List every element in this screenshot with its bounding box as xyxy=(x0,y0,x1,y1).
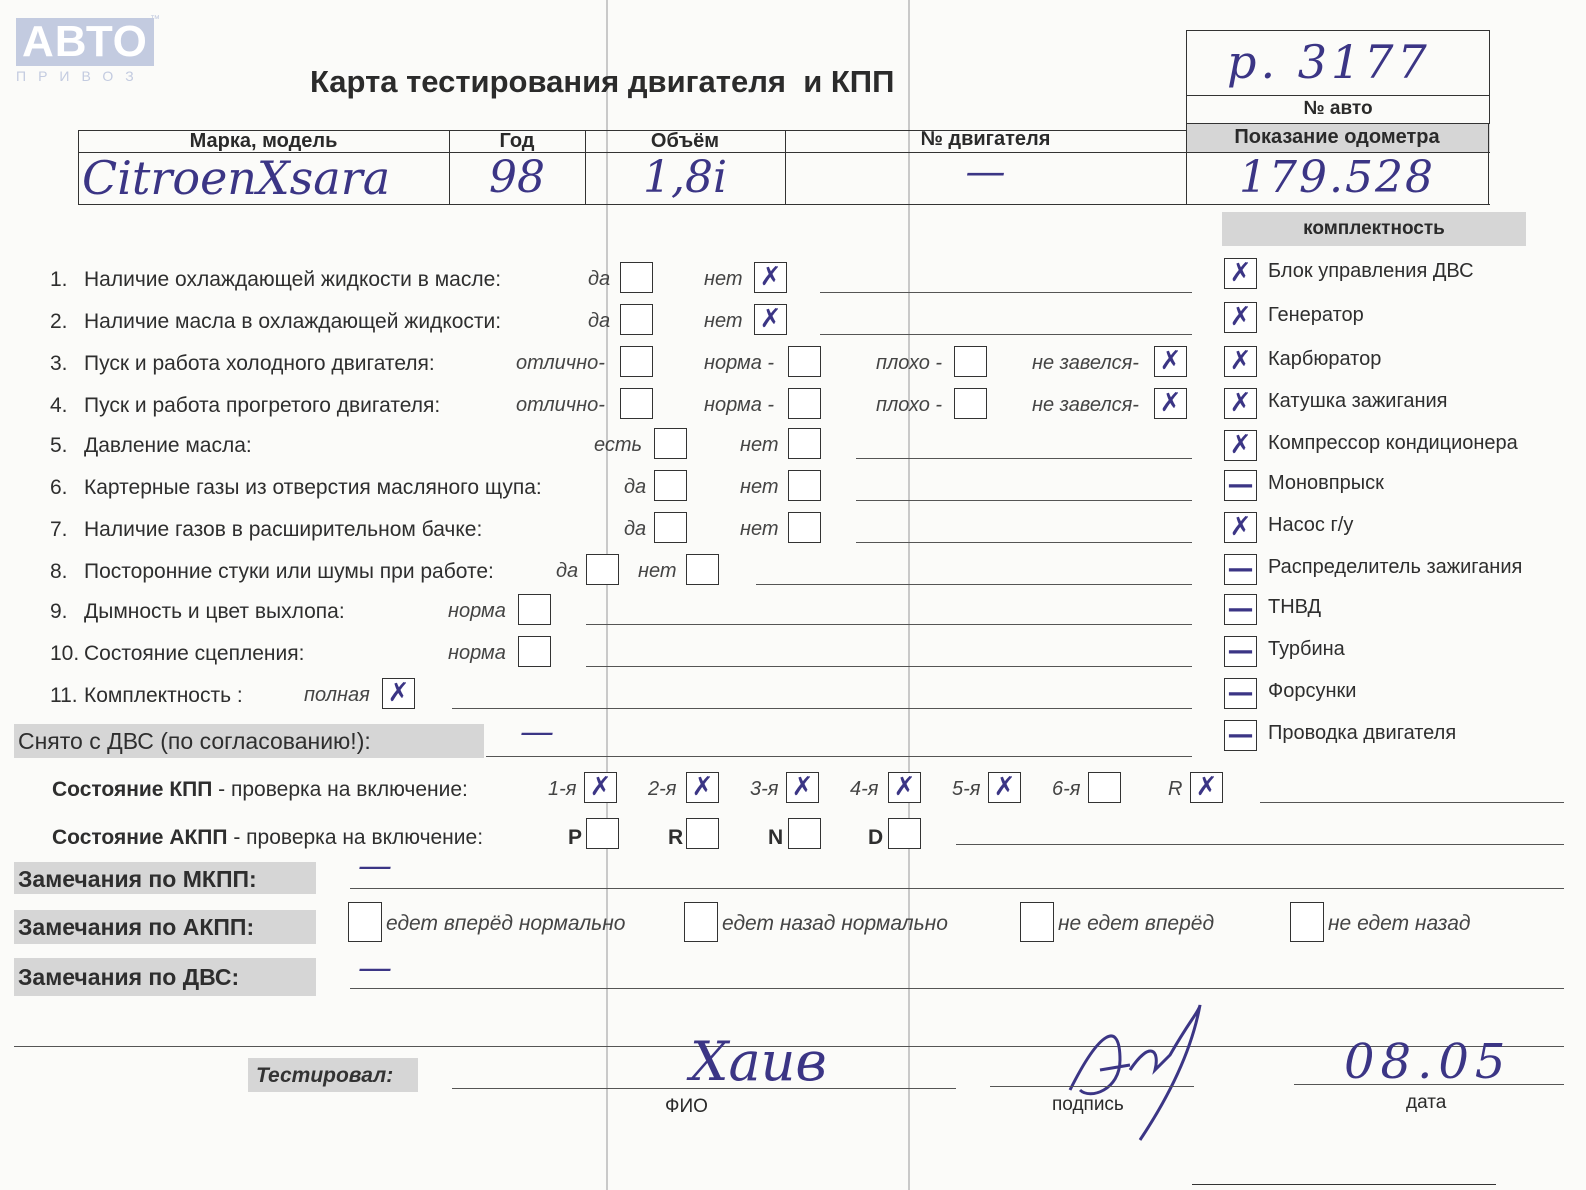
kpp-gear-label: 1-я xyxy=(548,778,577,800)
option-checkbox[interactable] xyxy=(654,428,687,459)
kpp-label-bold: Состояние КПП xyxy=(52,778,213,801)
checkbox-mark: ✗ xyxy=(387,678,410,708)
remarks-akpp-label: Замечания по АКПП: xyxy=(18,914,255,940)
remarks-dvs-value: — xyxy=(358,948,392,988)
checkbox-mark: ✗ xyxy=(993,772,1016,802)
kpp-gear-label: 4-я xyxy=(850,778,879,800)
option-label: полная xyxy=(304,684,370,706)
option-label: плохо - xyxy=(876,394,943,416)
tested-name: Хаив xyxy=(690,1030,827,1093)
completeness-item-label: Катушка зажигания xyxy=(1268,390,1448,412)
kpp-gear-label: 3-я xyxy=(750,778,779,800)
option-label: нет xyxy=(704,268,743,290)
akpp-remark-option: не едет назад xyxy=(1328,912,1471,935)
signature-drawing xyxy=(1060,1000,1220,1150)
question-text: Дымность и цвет выхлопа: xyxy=(84,600,345,623)
kpp-gear-label: R xyxy=(1168,778,1183,800)
checkbox-mark: ✗ xyxy=(1229,258,1252,288)
akpp-remark-option: едет вперёд нормально xyxy=(386,912,626,935)
option-checkbox[interactable] xyxy=(788,470,821,501)
value-odometer: 179.528 xyxy=(1239,152,1435,203)
question-number: 3. xyxy=(50,352,68,375)
question-number: 5. xyxy=(50,434,68,457)
completeness-item-label: Распределитель зажигания xyxy=(1268,556,1523,578)
signature-caption: подпись xyxy=(1052,1094,1124,1115)
completeness-item-label: Компрессор кондиционера xyxy=(1268,432,1518,454)
checkbox-mark: ✗ xyxy=(791,772,814,802)
kpp-label xyxy=(52,778,468,802)
underline xyxy=(820,292,1192,293)
completeness-item-label: Форсунки xyxy=(1268,680,1357,702)
question-number: 6. xyxy=(50,476,68,499)
option-checkbox[interactable] xyxy=(954,388,987,419)
header-year: Год xyxy=(499,130,535,152)
completeness-title: комплектность xyxy=(1303,218,1445,239)
option-checkbox[interactable] xyxy=(788,388,821,419)
checkbox-mark: ✗ xyxy=(1229,346,1252,376)
completeness-item-label: Проводка двигателя xyxy=(1268,722,1457,744)
option-checkbox[interactable] xyxy=(620,388,653,419)
checkbox-mark: ✗ xyxy=(1195,772,1218,802)
checkbox-mark: ✗ xyxy=(691,772,714,802)
underline xyxy=(856,500,1192,501)
underline xyxy=(756,584,1192,585)
akpp-gear-checkbox[interactable] xyxy=(888,818,921,849)
question-text: Давление масла: xyxy=(84,434,252,457)
checkbox-mark: ✗ xyxy=(759,304,782,334)
option-checkbox[interactable] xyxy=(518,594,551,625)
akpp-gear-checkbox[interactable] xyxy=(586,818,619,849)
removed-label: Снято с ДВС (по согласованию!): xyxy=(18,728,371,754)
underline xyxy=(856,542,1192,543)
checkbox-mark: — xyxy=(1227,678,1254,708)
header-engine-number: № двигателя xyxy=(920,128,1051,150)
question-text: Картерные газы из отверстия масляного щупа: xyxy=(84,476,542,499)
option-checkbox[interactable] xyxy=(586,554,619,585)
option-checkbox[interactable] xyxy=(788,346,821,377)
option-label: нет xyxy=(740,476,779,498)
question-number: 10. xyxy=(50,642,80,665)
checkbox-mark: — xyxy=(1227,594,1254,624)
option-label: плохо - xyxy=(876,352,943,374)
checkbox-mark: ✗ xyxy=(1229,302,1252,332)
remarks-mkpp-label: Замечания по МКПП: xyxy=(18,866,257,892)
checkbox-mark: ✗ xyxy=(1229,388,1252,418)
question-number: 11. xyxy=(50,684,78,707)
value-year: 98 xyxy=(489,152,545,203)
question-text: Наличие охлаждающей жидкости в масле: xyxy=(84,268,502,291)
question-text: Пуск и работа прогретого двигателя: xyxy=(84,394,441,417)
checkbox-mark: ✗ xyxy=(1159,388,1182,418)
underline xyxy=(856,458,1192,459)
underline xyxy=(586,666,1192,667)
option-checkbox[interactable] xyxy=(620,262,653,293)
akpp-gear-checkbox[interactable] xyxy=(788,818,821,849)
option-label: да xyxy=(588,310,611,332)
akpp-label-bold: Состояние АКПП xyxy=(52,826,228,849)
option-label: норма - xyxy=(704,352,775,374)
removed-value: — xyxy=(520,712,554,752)
logo-tm: ™ xyxy=(150,14,160,25)
question-text: Состояние сцепления: xyxy=(84,642,305,665)
underline xyxy=(586,624,1192,625)
akpp-gear-checkbox[interactable] xyxy=(686,818,719,849)
checkbox-mark: — xyxy=(1227,470,1254,500)
checkbox-mark: ✗ xyxy=(1159,346,1182,376)
checkbox-mark: ✗ xyxy=(1229,512,1252,542)
remarks-mkpp-value: — xyxy=(358,846,392,886)
logo xyxy=(16,18,154,84)
value-volume: 1,8i xyxy=(642,152,728,203)
tested-date: 08.05 xyxy=(1344,1034,1512,1090)
question-text: Наличие газов в расширительном бачке: xyxy=(84,518,483,541)
checkbox-mark: ✗ xyxy=(759,262,782,292)
vehicle-table xyxy=(78,124,1490,206)
akpp-gear-label: N xyxy=(768,826,784,849)
checkbox-mark: ✗ xyxy=(589,772,612,802)
option-label: отлично- xyxy=(516,394,605,416)
underline xyxy=(452,708,1192,709)
kpp-gear-checkbox[interactable] xyxy=(1088,772,1121,803)
value-brand: CitroenXsara xyxy=(82,151,391,205)
option-label: нет xyxy=(638,560,677,582)
value-engine-number: — xyxy=(965,149,1006,195)
kpp-gear-label: 6-я xyxy=(1052,778,1081,800)
option-label: норма - xyxy=(704,394,775,416)
auto-number-value: р. 3177 xyxy=(1227,35,1431,89)
option-checkbox[interactable] xyxy=(620,304,653,335)
question-number: 9. xyxy=(50,600,68,623)
option-checkbox[interactable] xyxy=(788,428,821,459)
kpp-gear-label: 2-я xyxy=(648,778,677,800)
completeness-item-label: ТНВД xyxy=(1268,596,1322,618)
question-text: Наличие масла в охлаждающей жидкости: xyxy=(84,310,502,333)
question-number: 2. xyxy=(50,310,68,333)
option-label: нет xyxy=(740,434,779,456)
completeness-item-label: Насос г/у xyxy=(1268,514,1354,536)
date-caption: дата xyxy=(1406,1092,1447,1113)
option-checkbox[interactable] xyxy=(620,346,653,377)
option-label: да xyxy=(588,268,611,290)
kpp-label-rest: - проверка на включение: xyxy=(212,778,468,801)
option-checkbox[interactable] xyxy=(654,470,687,501)
auto-number-box xyxy=(1186,30,1490,124)
akpp-remark-checkbox[interactable] xyxy=(348,902,382,942)
question-text: Посторонние стуки или шумы при работе: xyxy=(84,560,494,583)
akpp-gear-label: P xyxy=(568,826,583,849)
akpp-label xyxy=(52,826,483,850)
option-checkbox[interactable] xyxy=(954,346,987,377)
tested-label: Тестировал: xyxy=(256,1064,394,1087)
option-checkbox[interactable] xyxy=(518,636,551,667)
option-label: не завелся- xyxy=(1032,352,1139,374)
completeness-item-label: Блок управления ДВС xyxy=(1268,260,1474,282)
question-number: 4. xyxy=(50,394,68,417)
option-label: норма xyxy=(448,642,506,664)
remarks-dvs-label: Замечания по ДВС: xyxy=(18,964,240,990)
option-checkbox[interactable] xyxy=(686,554,719,585)
akpp-remark-checkbox[interactable] xyxy=(684,902,718,942)
option-label: нет xyxy=(740,518,779,540)
completeness-item-label: Карбюратор xyxy=(1268,348,1382,370)
logo-sub: ПРИВОЗ xyxy=(16,68,146,84)
checkbox-mark: — xyxy=(1227,554,1254,584)
option-label: есть xyxy=(594,434,643,456)
option-checkbox[interactable] xyxy=(788,512,821,543)
question-number: 1. xyxy=(50,268,68,291)
akpp-gear-label: D xyxy=(868,826,884,849)
completeness-item-label: Турбина xyxy=(1268,638,1345,660)
option-checkbox[interactable] xyxy=(654,512,687,543)
option-label: да xyxy=(624,476,647,498)
akpp-remark-option: едет назад нормально xyxy=(722,912,948,935)
completeness-item-label: Генератор xyxy=(1268,304,1364,326)
checkbox-mark: ✗ xyxy=(893,772,916,802)
header-volume: Объём xyxy=(650,130,720,152)
underline xyxy=(820,334,1192,335)
header-brand: Марка, модель xyxy=(189,130,338,152)
akpp-remark-checkbox[interactable] xyxy=(1020,902,1054,942)
akpp-remark-option: не едет вперёд xyxy=(1058,912,1215,935)
question-number: 8. xyxy=(50,560,68,583)
tested-name-caption: ФИО xyxy=(665,1096,708,1117)
question-number: 7. xyxy=(50,518,68,541)
checkbox-mark: — xyxy=(1227,636,1254,666)
option-label: отлично- xyxy=(516,352,605,374)
question-text: Комплектность : xyxy=(84,684,243,707)
logo-main: АВТО xyxy=(16,18,154,66)
page-title: Карта тестирования двигателя и КПП xyxy=(310,64,895,99)
option-label: норма xyxy=(448,600,506,622)
akpp-label-rest: - проверка на включение: xyxy=(227,826,484,849)
question-text: Пуск и работа холодного двигателя: xyxy=(84,352,435,375)
checkbox-mark: — xyxy=(1227,720,1254,750)
option-label: нет xyxy=(704,310,743,332)
completeness-item-label: Моновпрыск xyxy=(1268,472,1384,494)
option-label: да xyxy=(556,560,579,582)
akpp-gear-label: R xyxy=(668,826,684,849)
auto-number-label: № авто xyxy=(1303,98,1373,119)
checkbox-mark: ✗ xyxy=(1229,430,1252,460)
option-label: да xyxy=(624,518,647,540)
kpp-gear-label: 5-я xyxy=(952,778,981,800)
header-odometer: Показание одометра xyxy=(1234,126,1440,148)
option-label: не завелся- xyxy=(1032,394,1139,416)
akpp-remark-checkbox[interactable] xyxy=(1290,902,1324,942)
